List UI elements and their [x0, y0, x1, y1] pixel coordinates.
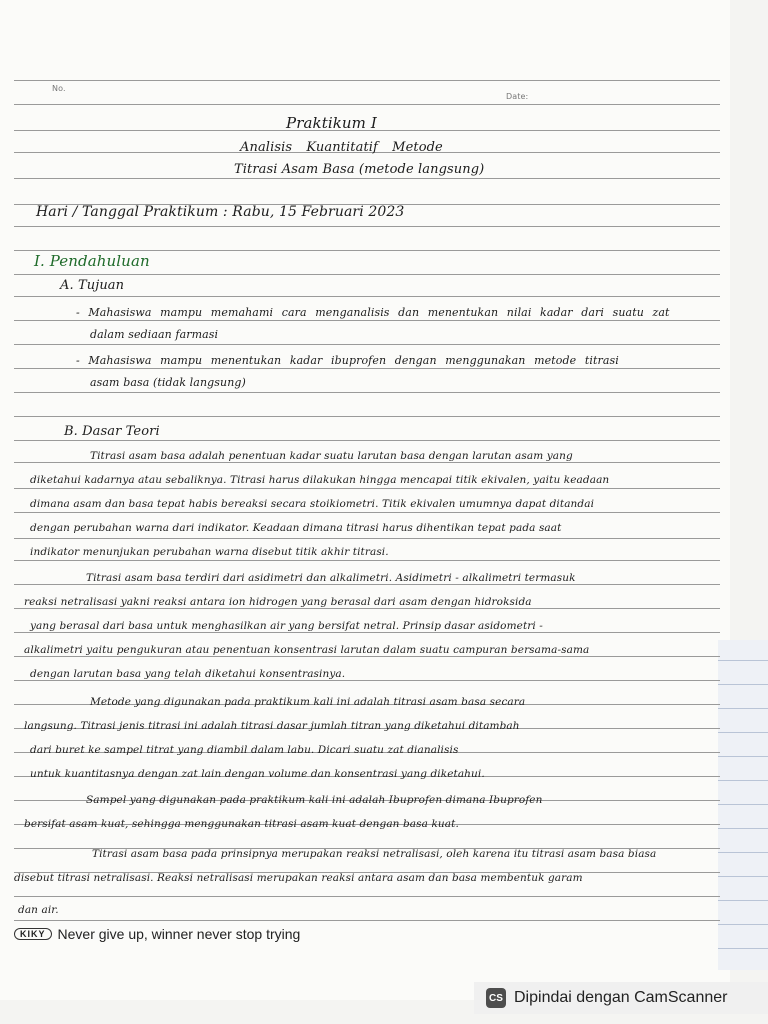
teori-line: untuk kuantitasnya dengan zat lain dengan volume dan konsentrasi yang diketahui.: [30, 768, 485, 780]
ruled-line: [14, 680, 720, 681]
teori-line: disebut titrasi netralisasi. Reaksi netralisasi merupakan reaksi antara asam dan basa membentuk garam: [14, 872, 583, 884]
teori-line: Titrasi asam basa pada prinsipnya merupakan reaksi netralisasi, oleh karena itu titrasi asam basa biasa: [92, 848, 657, 860]
tujuan-line-2: dalam sediaan farmasi: [90, 328, 219, 341]
ruled-line: [14, 632, 720, 633]
adjacent-ruled-line: [718, 876, 768, 877]
teori-line: alkalimetri yaitu pengukuran atau penentuan konsentrasi larutan dalam suatu campuran bersama-sama: [24, 644, 590, 656]
brand-logo: KIKY: [14, 928, 52, 940]
ruled-line: [14, 104, 720, 105]
motto: Never give up, winner never stop trying: [57, 926, 301, 942]
ruled-line: [14, 178, 720, 179]
adjacent-ruled-line: [718, 804, 768, 805]
title-line-3: Titrasi Asam Basa (metode langsung): [234, 162, 485, 177]
ruled-line: [14, 80, 720, 81]
teori-line: dengan perubahan warna dari indikator. Keadaan dimana titrasi harus dihentikan tepat pada saat: [30, 522, 562, 534]
subheading-dasar-teori: B. Dasar Teori: [64, 424, 160, 439]
ruled-line: [14, 274, 720, 275]
teori-line: dari buret ke sampel titrat yang diambil dalam labu. Dicari suatu zat dianalisis: [30, 744, 459, 756]
teori-line: Titrasi asam basa adalah penentuan kadar suatu larutan basa dengan larutan asam yang: [90, 450, 573, 462]
ruled-line: [14, 896, 720, 897]
ruled-line: [14, 296, 720, 297]
adjacent-ruled-line: [718, 756, 768, 757]
ruled-line: [14, 512, 720, 513]
adjacent-ruled-line: [718, 828, 768, 829]
tujuan-line-4: asam basa (tidak langsung): [90, 376, 246, 389]
ruled-line: [14, 920, 720, 921]
adjacent-ruled-line: [718, 780, 768, 781]
teori-line: Metode yang digunakan pada praktikum kali ini adalah titrasi asam basa secara: [90, 696, 526, 708]
teori-line: yang berasal dari basa untuk menghasilkan air yang bersifat netral. Prinsip dasar asidometri -: [30, 620, 543, 632]
ruled-line: [14, 368, 720, 369]
adjacent-ruled-line: [718, 852, 768, 853]
section-heading: I. Pendahuluan: [34, 252, 150, 270]
adjacent-ruled-line: [718, 924, 768, 925]
ruled-line: [14, 250, 720, 251]
adjacent-ruled-line: [718, 900, 768, 901]
ruled-line: [14, 440, 720, 441]
adjacent-ruled-line: [718, 948, 768, 949]
teori-line: bersifat asam kuat, sehingga menggunakan titrasi asam kuat dengan basa kuat.: [24, 818, 459, 830]
subheading-tujuan: A. Tujuan: [60, 278, 125, 293]
teori-line: Titrasi asam basa terdiri dari asidimetri dan alkalimetri. Asidimetri - alkalimetri termasuk: [86, 572, 576, 584]
no-label: No.: [52, 84, 66, 93]
teori-line: diketahui kadarnya atau sebaliknya. Titrasi harus dilakukan hingga mencapai titik ekivalen, yaitu keadaan: [30, 474, 610, 486]
title-line-1: Praktikum I: [286, 114, 377, 132]
camscanner-text: Dipindai dengan CamScanner: [514, 989, 728, 1006]
camscanner-icon: CS: [486, 988, 506, 1008]
teori-line: indikator menunjukan perubahan warna disebut titik akhir titrasi.: [30, 546, 389, 558]
teori-line: dimana asam dan basa tepat habis bereaksi secara stoikiometri. Titik ekivalen umumnya dapat ditandai: [30, 498, 595, 510]
adjacent-page-edge: [718, 640, 768, 970]
ruled-line: [14, 560, 720, 561]
adjacent-ruled-line: [718, 708, 768, 709]
ruled-line: [14, 538, 720, 539]
camscanner-banner: [474, 982, 768, 1014]
ruled-line: [14, 416, 720, 417]
teori-line: reaksi netralisasi yakni reaksi antara ion hidrogen yang berasal dari asam dengan hidroksida: [24, 596, 532, 608]
title-line-2: Analisis Kuantitatif Metode: [240, 140, 443, 155]
teori-line: dengan larutan basa yang telah diketahui konsentrasinya.: [30, 668, 346, 680]
ruled-line: [14, 392, 720, 393]
adjacent-ruled-line: [718, 684, 768, 685]
adjacent-ruled-line: [718, 660, 768, 661]
ruled-line: [14, 608, 720, 609]
ruled-line: [14, 320, 720, 321]
ruled-line: [14, 584, 720, 585]
teori-line: langsung. Titrasi jenis titrasi ini adalah titrasi dasar jumlah titran yang diketahui ditambah: [24, 720, 520, 732]
tujuan-line-1: - Mahasiswa mampu memahami cara menganalisis dan menentukan nilai kadar dari suatu zat: [76, 306, 670, 319]
tujuan-line-3: - Mahasiswa mampu menentukan kadar ibuprofen dengan menggunakan metode titrasi: [76, 354, 619, 367]
ruled-line: [14, 462, 720, 463]
adjacent-ruled-line: [718, 732, 768, 733]
ruled-line: [14, 656, 720, 657]
teori-line: Sampel yang digunakan pada praktikum kali ini adalah Ibuprofen dimana Ibuprofen: [86, 794, 543, 806]
ruled-line: [14, 488, 720, 489]
day-date: Hari / Tanggal Praktikum : Rabu, 15 Februari 2023: [36, 204, 405, 220]
ruled-line: [14, 344, 720, 345]
date-label: Date:: [506, 92, 529, 101]
ruled-line: [14, 226, 720, 227]
notebook-footer: [14, 926, 300, 942]
teori-line: dan air.: [18, 904, 59, 916]
